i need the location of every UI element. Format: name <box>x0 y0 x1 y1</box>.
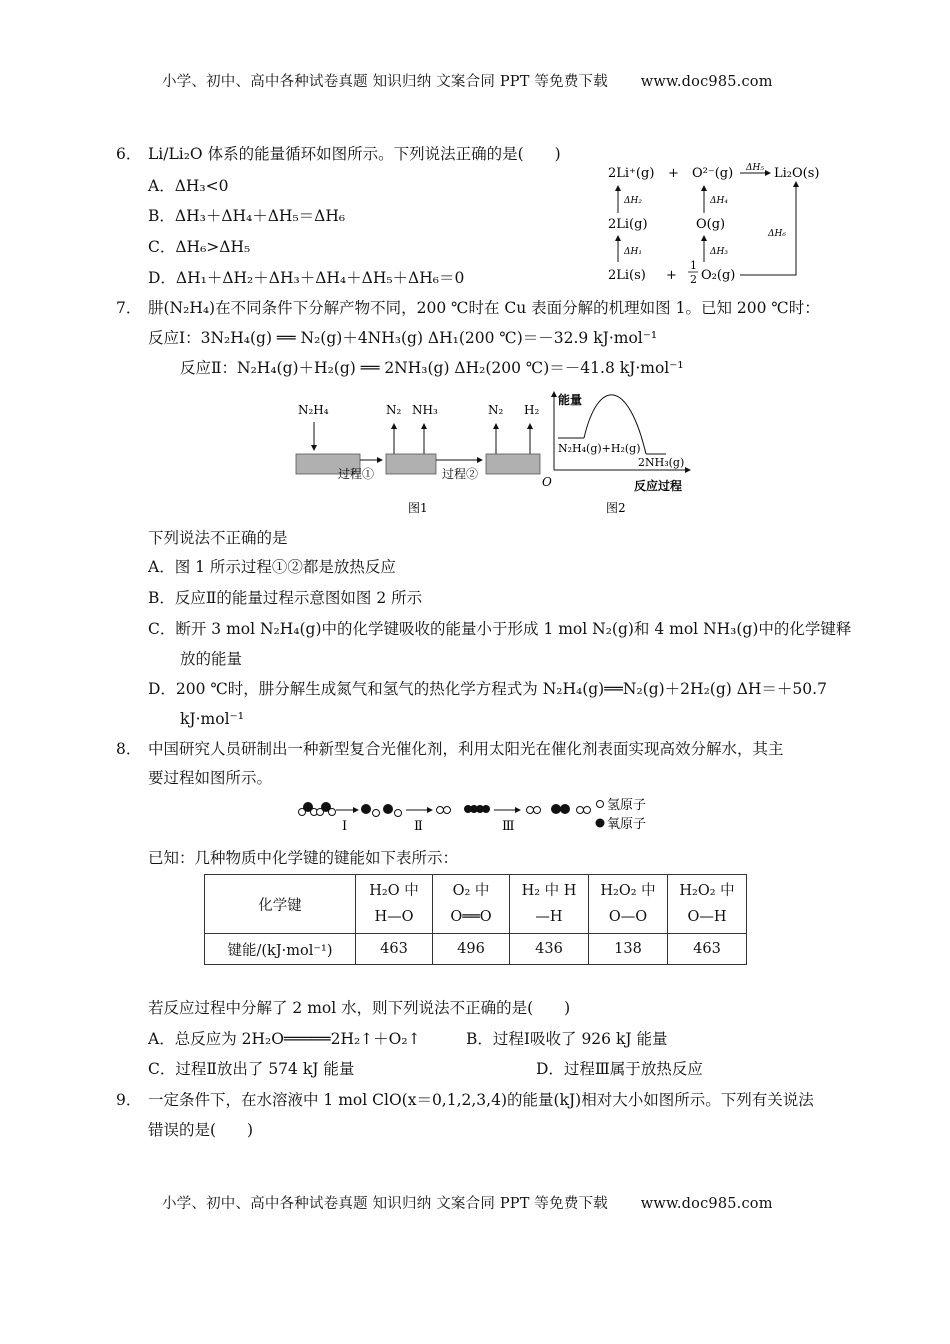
table-cell: 496 <box>433 934 510 965</box>
page-header <box>162 70 773 91</box>
q7-option-c: C．断开 3 mol N₂H₄(g)中的化学键吸收的能量小于形成 1 mol N₂(g)和 4 mol NH₃(g)中的化学键释 <box>148 620 852 638</box>
h-atom-icon <box>534 807 541 814</box>
q8-process-svg <box>296 796 666 836</box>
footer-url: www.doc985.com <box>640 1196 773 1212</box>
o-atom-icon <box>551 804 561 814</box>
q7-fig1-nh3: NH₃ <box>412 403 438 417</box>
q8-step-2: Ⅱ <box>414 819 423 834</box>
q7-fig1-surface-3 <box>486 454 540 474</box>
q7-fig1-step1: 过程① <box>338 467 375 481</box>
col-bottom: —H <box>535 909 563 925</box>
q7-option-a: A．图 1 所示过程①②都是放热反应 <box>148 558 396 576</box>
q7-figure-2 <box>540 384 700 520</box>
q6-plus-top: + <box>668 166 679 181</box>
q7-stem: 肼(N₂H₄)在不同条件下分解产物不同，200 ℃时在 Cu 表面分解的机理如图 1。已知 200 ℃时： <box>148 299 820 317</box>
q7-fig1-surface-2 <box>386 454 436 474</box>
q8-legend-o: 氧原子 <box>607 817 647 832</box>
col-top: H₂ 中 H <box>521 883 577 899</box>
q7-figure-1-svg <box>294 400 544 520</box>
q7-fig2-reactants: N₂H₄(g)+H₂(g) <box>558 442 641 455</box>
q7-fig1-h2: H₂ <box>524 403 540 417</box>
q6-energy-cycle-diagram <box>600 158 840 288</box>
q7-fig2-origin: O <box>542 475 552 489</box>
q6-top-o: O²⁻(g) <box>692 166 734 181</box>
q6-option-b: B．ΔH₃＋ΔH₄＋ΔH₅＝ΔH₆ <box>148 207 346 225</box>
table-cell: 436 <box>510 934 589 965</box>
q7-reaction-1: 反应Ⅰ：3N₂H₄(g) ══ N₂(g)＋4NH₃(g) ΔH₁(200 ℃)＝－32.9 kJ·mol⁻¹ <box>148 329 658 347</box>
q8-process-diagram <box>296 796 666 836</box>
h-atom-icon <box>395 810 402 817</box>
q8-option-b: B．过程Ⅰ吸收了 926 kJ 能量 <box>466 1030 668 1048</box>
header-text: 小学、初中、高中各种试卷真题 知识归纳 文案合同 PPT 等免费下载 <box>162 74 608 90</box>
q8-bond-table <box>204 874 747 965</box>
q6-bot-o: O₂(g) <box>701 268 736 283</box>
q8-step-3: Ⅲ <box>502 819 515 834</box>
q8-bond-table-wrap <box>204 874 747 965</box>
q7-option-c-cont: 放的能量 <box>180 650 243 668</box>
q6-half-den: 2 <box>690 273 697 286</box>
q7-fig2-products: 2NH₃(g) <box>638 456 685 469</box>
q8-number: 8． <box>116 740 142 758</box>
q7-figure-2-svg <box>540 384 700 520</box>
q6-label-dh1: ΔH₁ <box>624 247 642 257</box>
q6-label-dh2: ΔH₂ <box>624 196 642 206</box>
q7-option-b: B．反应Ⅱ的能量过程示意图如图 2 所示 <box>148 589 423 607</box>
h-atom-icon <box>329 809 336 816</box>
q7-fig2-ylabel: 能量 <box>558 393 583 407</box>
o-atom-icon <box>383 804 393 814</box>
q8-option-c: C．过程Ⅱ放出了 574 kJ 能量 <box>148 1060 355 1078</box>
q8-legend-h: 氢原子 <box>607 798 647 813</box>
q7-fig1-n2a: N₂ <box>386 403 402 417</box>
col-bottom: H—O <box>374 909 414 925</box>
table-cell: 138 <box>589 934 668 965</box>
q6-top-li2o: Li₂O(s) <box>774 166 820 181</box>
col-top: H₂O 中 <box>369 883 419 899</box>
q8-prompt: 若反应过程中分解了 2 mol 水，则下列说法不正确的是( ) <box>148 999 571 1017</box>
q7-fig1-caption: 图1 <box>408 501 428 515</box>
q8-stem-1: 中国研究人员研制出一种新型复合光催化剂，利用太阳光在催化剂表面实现高效分解水，其主 <box>148 740 784 758</box>
q7-fig2-caption: 图2 <box>606 501 626 515</box>
h-atom-icon <box>577 807 584 814</box>
q9-stem-1: 一定条件下，在水溶液中 1 mol ClO(x＝0,1,2,3,4)的能量(kJ)相对大小如图所示。下列有关说法 <box>148 1091 814 1109</box>
q8-option-a: A．总反应为 2H₂O═════2H₂↑＋O₂↑ <box>148 1030 421 1048</box>
col-bottom: O══O <box>450 909 492 925</box>
h-atom-icon <box>373 810 380 817</box>
col-top: O₂ 中 <box>452 883 490 899</box>
q6-diagram-svg <box>600 158 840 288</box>
q6-label-dh6: ΔH₆ <box>768 229 786 239</box>
q6-option-d: D．ΔH₁＋ΔH₂＋ΔH₃＋ΔH₄＋ΔH₅＋ΔH₆＝0 <box>148 269 465 287</box>
q7-fig1-step2: 过程② <box>442 467 479 481</box>
col-top: H₂O₂ 中 <box>600 883 656 899</box>
o-atom-icon <box>560 804 570 814</box>
table-head-label: 化学键 <box>205 875 356 934</box>
legend-h-icon <box>597 801 604 808</box>
h-atom-icon <box>584 807 591 814</box>
q7-number: 7． <box>116 299 142 317</box>
col-top: H₂O₂ 中 <box>679 883 735 899</box>
q6-bot-li: 2Li(s) <box>608 268 646 283</box>
q8-option-d: D．过程Ⅲ属于放热反应 <box>536 1060 703 1078</box>
col-bottom: O—H <box>687 909 727 925</box>
q6-plus-bot: + <box>666 268 677 283</box>
q6-number: 6． <box>116 145 142 163</box>
q8-known: 已知：几种物质中化学键的键能如下表所示： <box>148 849 459 867</box>
q6-half-num: 1 <box>690 259 697 272</box>
q7-figure-1 <box>294 400 544 520</box>
table-head-cell <box>668 875 747 934</box>
q6-stem: Li/Li₂O 体系的能量循环如图所示。下列说法正确的是( ) <box>148 145 561 163</box>
table-row-label: 键能/(kJ·mol⁻¹) <box>205 934 356 965</box>
table-head-cell <box>510 875 589 934</box>
h-atom-icon <box>437 807 444 814</box>
q6-label-dh4: ΔH₄ <box>710 196 728 206</box>
q7-fig1-n2h4: N₂H₄ <box>298 403 329 417</box>
table-row <box>205 934 747 965</box>
q9-stem-2: 错误的是( ) <box>148 1121 254 1139</box>
table-cell: 463 <box>668 934 747 965</box>
h-atom-icon <box>444 807 451 814</box>
table-cell: 463 <box>356 934 433 965</box>
q6-mid-o: O(g) <box>696 217 726 232</box>
q6-label-dh3: ΔH₃ <box>710 247 728 257</box>
q7-prompt: 下列说法不正确的是 <box>148 529 288 547</box>
footer-text: 小学、初中、高中各种试卷真题 知识归纳 文案合同 PPT 等免费下载 <box>162 1196 608 1212</box>
q8-step-1: Ⅰ <box>342 819 348 834</box>
q9-number: 9． <box>116 1091 142 1109</box>
o-atom-icon <box>482 805 490 813</box>
q7-option-d: D．200 ℃时，肼分解生成氮气和氢气的热化学方程式为 N₂H₄(g)══N₂(g)＋2H₂(g) ΔH＝＋50.7 <box>148 680 827 698</box>
legend-o-icon <box>596 819 605 828</box>
table-head-cell <box>589 875 668 934</box>
col-bottom: O—O <box>608 909 648 925</box>
q6-option-a: A．ΔH₃<0 <box>148 177 229 195</box>
table-row <box>205 875 747 934</box>
q7-option-d-cont: kJ·mol⁻¹ <box>180 710 244 728</box>
table-head-cell <box>356 875 433 934</box>
q7-fig1-n2b: N₂ <box>488 403 504 417</box>
h-atom-icon <box>527 807 534 814</box>
header-url: www.doc985.com <box>640 74 773 90</box>
q6-mid-li: 2Li(g) <box>608 217 648 232</box>
q7-fig2-xlabel: 反应过程 <box>634 479 683 493</box>
q8-stem-2: 要过程如图所示。 <box>148 769 273 787</box>
q6-label-dh5: ΔH₅ <box>746 163 764 173</box>
table-head-cell <box>433 875 510 934</box>
page-footer <box>162 1192 773 1213</box>
q6-option-c: C．ΔH₆>ΔH₅ <box>148 238 251 256</box>
q6-top-li: 2Li⁺(g) <box>608 166 655 181</box>
o-atom-icon <box>361 804 371 814</box>
q7-reaction-2: 反应Ⅱ：N₂H₄(g)＋H₂(g) ══ 2NH₃(g) ΔH₂(200 ℃)＝－41.8 kJ·mol⁻¹ <box>180 359 684 377</box>
